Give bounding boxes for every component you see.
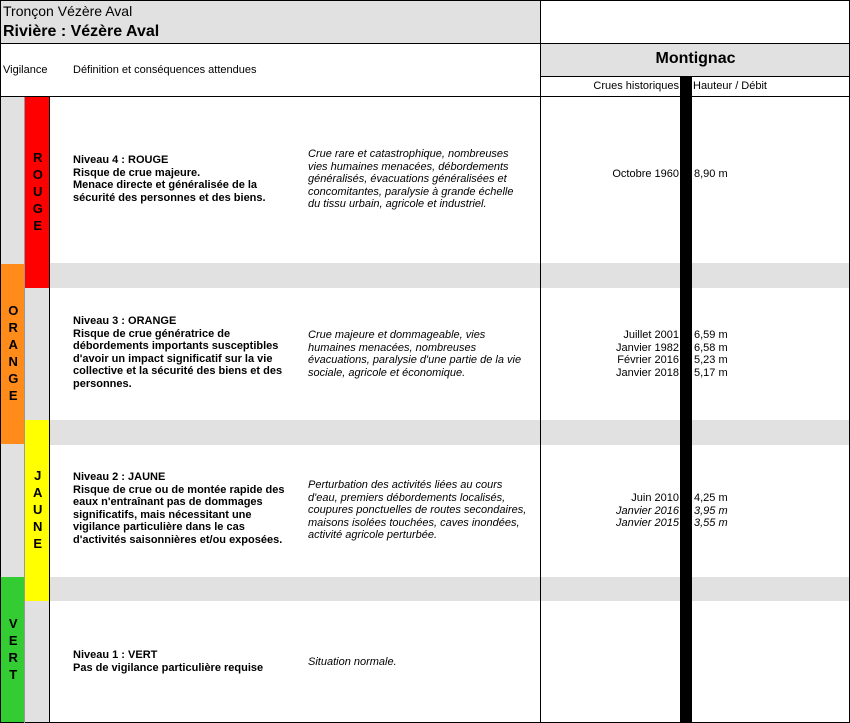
troncon-label: Tronçon Vézère Aval [3,3,133,19]
crue-date: Janvier 2016 [616,504,679,517]
description-line: Situation normale. [308,656,397,668]
description-line: concomitantes, paralysie à grande échelle [308,185,514,198]
description-line: généralisés, évacuations généralisées et [308,173,507,185]
outer-gray-middle [0,444,25,577]
rouge-band [25,97,49,288]
level-4-crues-values [694,168,728,181]
level-1-definition [73,649,303,674]
crue-value: 3,95 m [694,504,728,517]
definition-line: eaux n'entraînant pas de dommages [73,496,263,508]
level-4-definition [73,154,303,204]
crue-date: Février 2016 [617,354,679,366]
description-line: Perturbation des activités liées au cours [308,479,503,491]
level-title: Niveau 4 : ROUGE [73,154,169,166]
crue-value: 6,58 m [694,341,728,354]
header-divider [0,43,850,44]
crues-column-header: Crues historiques [593,80,679,92]
description-line: maisons isolées touchées, caves inondées, [308,516,520,529]
crue-date: Janvier 2015 [616,517,679,529]
level-4-crues-dates [560,168,679,181]
description-line: Crue majeure et dommageable, vies [308,329,486,341]
crue-value: 3,55 m [694,517,728,529]
definition-line: vigilance particulière dans le cas [73,521,245,533]
definition-line: Risque de crue ou de montée rapide des [73,483,285,496]
station-axis-bar [680,77,692,723]
description-line: humaines menacées, nombreuses [308,341,477,354]
crue-date: Janvier 1982 [616,341,679,354]
border-left [0,0,1,723]
riviere-title: Rivière : Vézère Aval [3,23,160,40]
definition-column-header: Définition et conséquences attendues [73,64,257,76]
level-title: Niveau 1 : VERT [73,649,158,661]
separator-band [49,420,850,445]
orange-band [0,264,25,444]
definition-line: Risque de crue génératrice de [73,327,231,340]
level-2-crues-values [694,492,728,530]
level-title: Niveau 3 : ORANGE [73,315,177,327]
separator-band [49,263,850,288]
description-line: sociale, agricole et économique. [308,366,466,379]
definition-line: collective et la sécurité des biens et des [73,365,283,377]
level-2-definition [73,471,303,546]
station-header-divider [541,76,850,77]
vigilance-column-header: Vigilance [3,64,48,76]
description-line: coupures ponctuelles de routes secondaires, [308,504,527,516]
crue-date: Octobre 1960 [612,168,679,180]
definition-line: d'activités saisonnières et/ou exposées. [73,533,283,546]
level-2-description [308,479,540,542]
crue-date: Juin 2010 [631,492,679,504]
definition-line: significatifs, mais nécessitant une [73,508,252,521]
station-name: Montignac [655,50,736,67]
definition-line: Pas de vigilance particulière requise [73,661,264,674]
level-3-crues-dates [560,329,679,379]
level-4-description [308,148,538,211]
jaune-band [25,420,49,601]
vigilance-column-divider [49,97,50,723]
description-line: vies humaines menacées, débordements [308,160,509,173]
inner-gray-lower [25,601,49,723]
crue-value: 4,25 m [694,492,728,504]
level-3-crues-values [694,329,728,379]
separator-band [49,577,850,601]
definition-line: Risque de crue majeure. [73,166,201,179]
jaune-band-label: JAUNE [30,468,46,553]
definition-line: Menace directe et généralisée de la [73,179,258,191]
vert-band-label: VERT [5,616,21,684]
outer-gray-top [0,97,25,264]
description-line: du tissu urbain, agricole et industriel. [308,198,487,210]
crue-date: Janvier 2018 [616,366,679,379]
level-title: Niveau 2 : JAUNE [73,471,166,483]
definition-line: d'avoir un impact significatif sur la vie [73,352,273,365]
description-line: évacuations, paralysie d'une partie de la vie [308,354,522,366]
vert-band [0,577,25,723]
inner-gray-upper [25,288,49,420]
description-line: activité agricole perturbée. [308,529,438,541]
border-top [0,0,850,1]
crue-value: 5,17 m [694,366,728,379]
level-2-crues-dates [560,492,679,530]
orange-band-label: ORANGE [5,303,21,405]
rouge-band-label: ROUGE [30,150,46,235]
definition-line: personnes. [73,377,132,390]
crue-date: Juillet 2001 [623,329,679,341]
crue-value: 6,59 m [694,329,728,341]
crue-value: 5,23 m [694,354,728,366]
description-line: Crue rare et catastrophique, nombreuses [308,148,509,160]
crue-value: 8,90 m [694,168,728,180]
definition-line: sécurité des personnes et des biens. [73,191,266,204]
color-column-divider [24,97,25,723]
definition-line: débordements importants susceptibles [73,340,279,352]
level-3-definition [73,315,303,390]
columns-header-divider [0,96,850,97]
description-line: d'eau, premiers débordements localisés, [308,491,506,504]
level-1-description [308,656,538,669]
level-3-description [308,329,538,379]
station-column-divider [540,0,541,723]
hauteur-column-header: Hauteur / Débit [693,80,767,92]
